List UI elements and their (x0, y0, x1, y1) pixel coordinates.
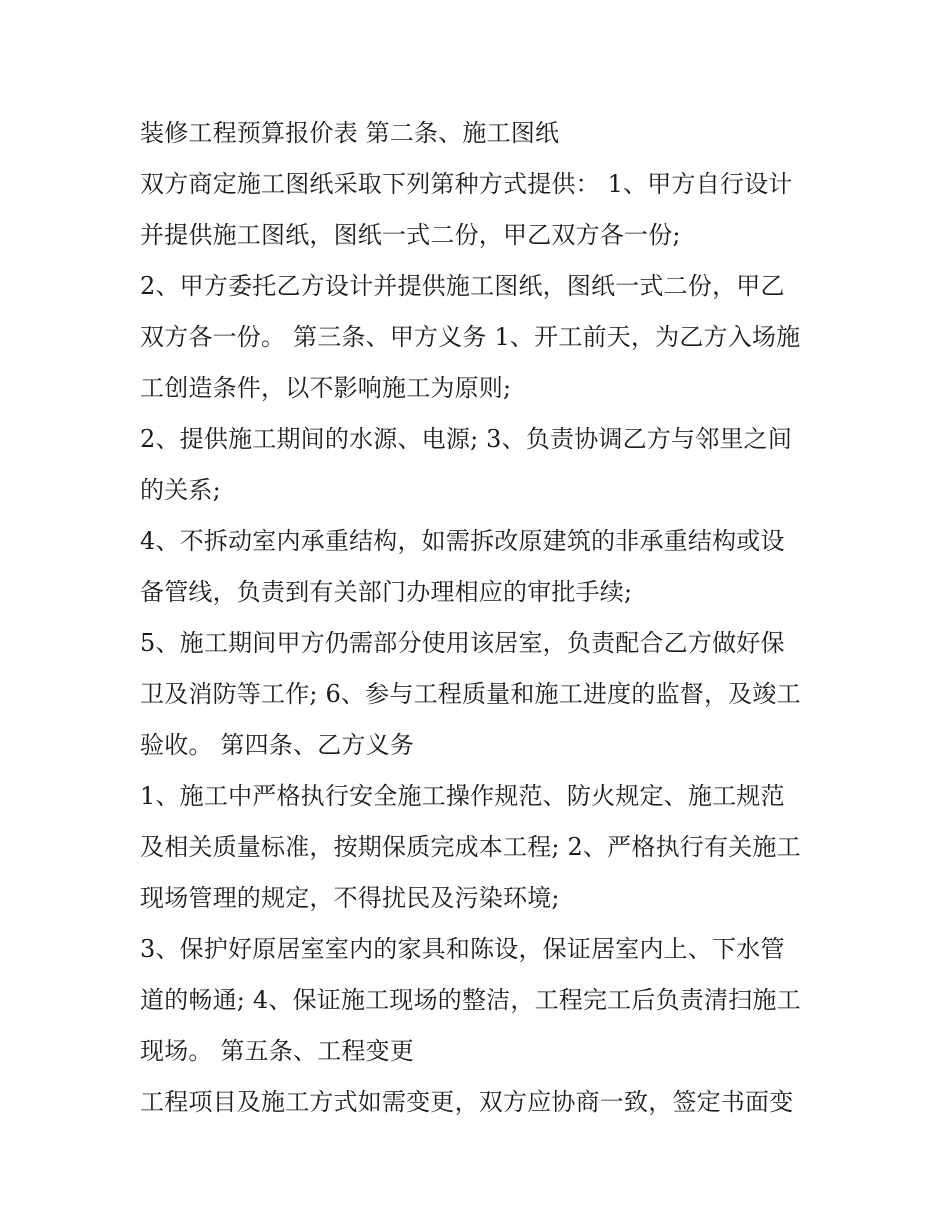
text-line: 5、施工期间甲方仍需部分使用该居室，负责配合乙方做好保 (140, 629, 785, 657)
text-line: 2、甲方委托乙方设计并提供施工图纸，图纸一式二份，甲乙 (140, 272, 785, 300)
text-line: 道的畅通; 4、保证施工现场的整洁，工程完工后负责清扫施工 (140, 986, 801, 1014)
text-line: 1、施工中严格执行安全施工操作规范、防火规定、施工规范 (140, 782, 785, 810)
text-line: 工程项目及施工方式如需变更，双方应协商一致，签定书面变 (140, 1088, 794, 1116)
text-line: 3、保护好原居室室内的家具和陈设，保证居室内上、下水管 (140, 935, 785, 963)
text-line: 装修工程预算报价表 第二条、施工图纸 (140, 119, 560, 147)
text-line: 及相关质量标准，按期保质完成本工程; 2、严格执行有关施工 (140, 833, 801, 861)
text-line: 工创造条件，以不影响施工为原则; (140, 374, 512, 402)
text-line: 卫及消防等工作; 6、参与工程质量和施工进度的监督，及竣工 (140, 680, 801, 708)
text-line: 双方商定施工图纸采取下列第种方式提供： 1、甲方自行设计 (140, 170, 793, 198)
text-line: 双方各一份。 第三条、甲方义务 1、开工前天，为乙方入场施 (140, 323, 801, 351)
text-line: 并提供施工图纸，图纸一式二份，甲乙双方各一份; (140, 221, 681, 249)
text-line: 现场管理的规定，不得扰民及污染环境; (140, 884, 560, 912)
document-body (140, 108, 830, 1128)
text-line: 现场。 第五条、工程变更 (140, 1037, 415, 1065)
text-line: 验收。 第四条、乙方义务 (140, 731, 415, 759)
text-line: 2、提供施工期间的水源、电源; 3、负责协调乙方与邻里之间 (140, 425, 793, 453)
text-line: 的关系; (140, 476, 221, 504)
text-line: 4、不拆动室内承重结构，如需拆改原建筑的非承重结构或设 (140, 527, 785, 555)
text-line: 备管线，负责到有关部门办理相应的审批手续; (140, 578, 633, 606)
